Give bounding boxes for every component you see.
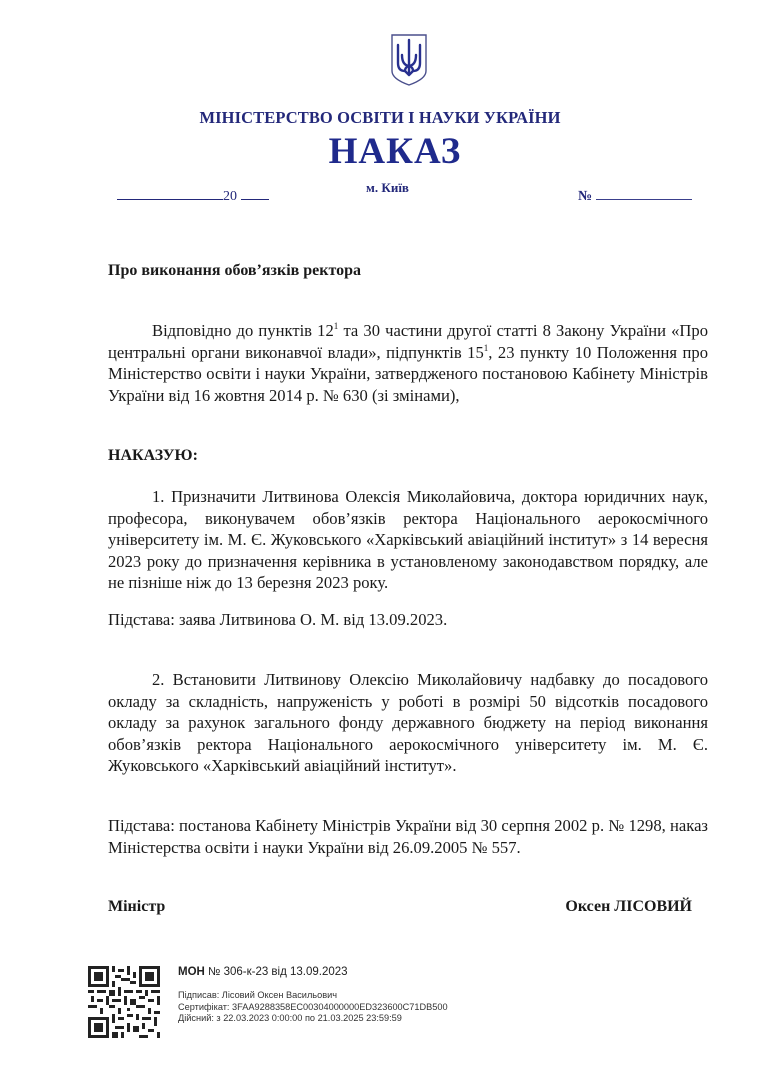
qr-code-icon: [88, 966, 160, 1038]
registration-details: № 306-к-23 від 13.09.2023: [204, 966, 348, 978]
order-item-1: 1. Призначити Литвинова Олексія Миколайовича, доктора юридичних наук, професора, виконувачем обов’язків ректора Національного аерокосмічного університету ім. М. Є. Жуковського «Харківський авіаційний інститут» з 14 вересня 2023 року до призначення керівника в установленому законодавством порядку, але не пізніше ніж до 13 березня 2023 року.: [108, 487, 708, 593]
registration-org: МОН: [178, 966, 205, 978]
number-sign: №: [578, 189, 593, 204]
ministry-name: МІНІСТЕРСТВО ОСВІТИ І НАУКИ УКРАЇНИ: [199, 108, 561, 127]
electronic-signature-stamp: [178, 966, 448, 1025]
superscript-1: 1: [333, 321, 339, 331]
certificate-line: Сертифікат: 3FAA9288358EC00304000000ED323600C71DB500: [178, 1001, 448, 1012]
preamble-text-3: , 23 пункту 10 Положення про Міністерство освіти і науки України, затвердженого постановою Кабінету Міністрів України від 16 жовтня 2014 р. № 630 (зі змінами),: [108, 342, 708, 405]
order-item-2: 2. Встановити Литвинову Олексію Миколайовичу надбавку до посадового окладу за складність, напруженість у роботі в розмірі 50 відсотків посадового окладу за рахунок загального фонду державного бюджету на період виконання обов’язків ректора Національного аерокосмічного університету ім. М. Є. Жуковського «Харківський авіаційний інститут».: [108, 670, 708, 776]
order-item-2-basis: Підстава: постанова Кабінету Міністрів України від 30 серпня 2002 р. № 1298, наказ Міністерства освіти і науки України від 26.09.2005 № 557.: [108, 816, 708, 857]
validity-line: Дійсний: з 22.03.2023 0:00:00 по 21.03.2025 23:59:59: [178, 1013, 402, 1023]
order-item-1-basis: Підстава: заява Литвинова О. М. від 13.09.2023.: [108, 610, 448, 629]
city-label: м. Київ: [366, 180, 409, 195]
document-type-title: НАКАЗ: [328, 131, 462, 172]
date-day-month-blank: [117, 187, 223, 200]
order-directive-heading: НАКАЗУЮ:: [108, 447, 198, 464]
date-field: [117, 187, 269, 205]
superscript-2: 1: [483, 342, 489, 353]
order-number-blank: [596, 187, 692, 200]
trident-coat-of-arms-icon: [389, 33, 429, 87]
preamble-text-2: та 30 частини другої статті 8 Закону України «Про центральні органи виконавчої влади», підпунктів 15: [108, 321, 708, 362]
preamble-text-1: Відповідно до пунктів 12: [152, 321, 334, 340]
signer-line: Підписав: Лісовий Оксен Васильович: [178, 990, 337, 1000]
document-subject: Про виконання обов’язків ректора: [108, 262, 362, 279]
signatory-name: Оксен ЛІСОВИЙ: [565, 898, 692, 915]
date-year-prefix: 20: [223, 189, 237, 204]
order-number-field: [578, 187, 692, 205]
registration-number: [178, 966, 448, 978]
signatory-title: Міністр: [108, 898, 166, 915]
preamble-paragraph: [108, 320, 708, 406]
date-year-blank: [241, 187, 269, 200]
